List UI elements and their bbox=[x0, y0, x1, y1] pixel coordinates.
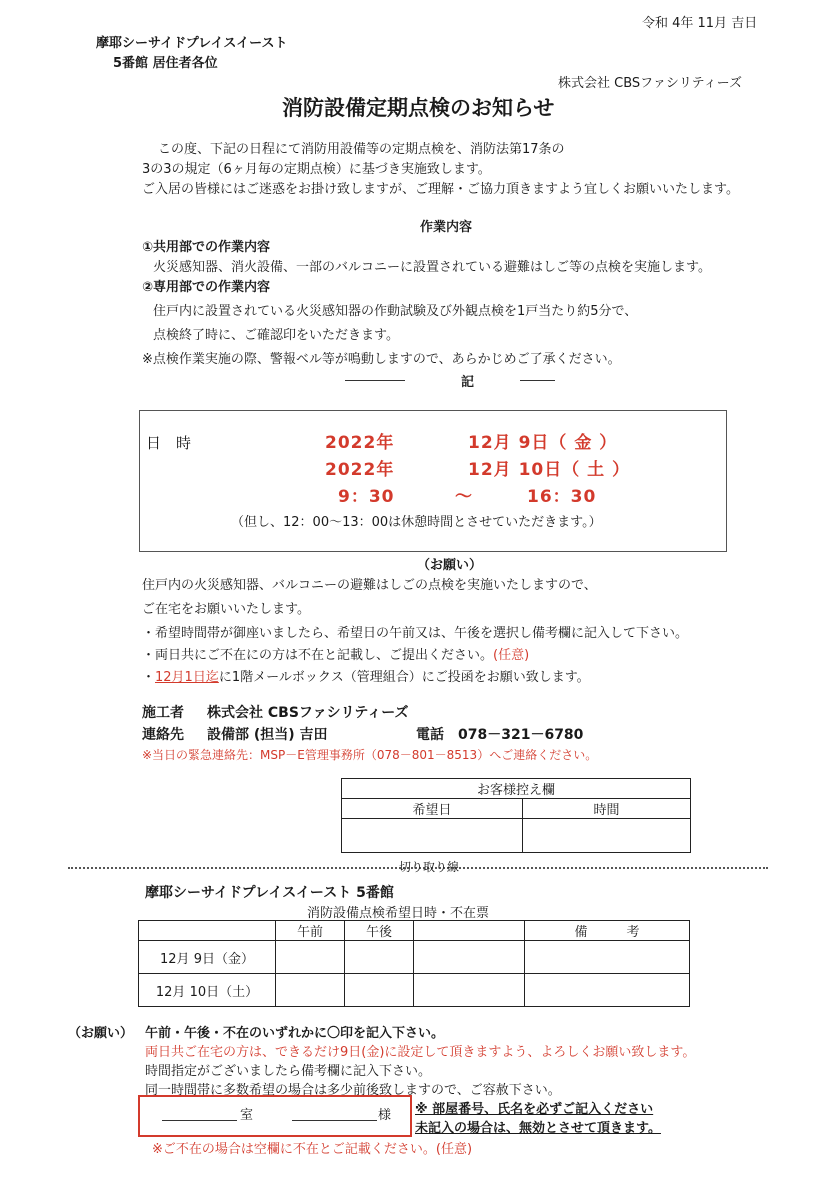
customer-copy-date-cell[interactable] bbox=[342, 819, 523, 853]
recipient-line2: 5番館 居住者各位 bbox=[113, 56, 218, 71]
intro-line2: 3の3の規定（6ヶ月毎の定期点検）に基づき実施致します。 bbox=[142, 162, 491, 177]
form-building: 摩耶シーサイドプレイスイースト 5番館 bbox=[145, 885, 394, 901]
schedule-time-end: 16：30 bbox=[527, 487, 597, 507]
schedule-break-note: （但し、12：00～13：00は休憩時間とさせていただきます。） bbox=[231, 515, 602, 530]
contact-dept: 設備部 (担当) 吉田 bbox=[207, 727, 328, 743]
name-line bbox=[292, 1120, 377, 1121]
ki-line-right bbox=[520, 380, 555, 381]
schedule-date1: 12月 9日（ 金 ） bbox=[468, 433, 618, 453]
customer-copy-col-time: 時間 bbox=[523, 799, 691, 819]
room-label: 室 bbox=[240, 1108, 254, 1123]
customer-copy-table bbox=[341, 778, 691, 853]
footer-line4: 同一時間帯に多数希望の場合は多少前後致しますので、ご容赦下さい。 bbox=[145, 1083, 561, 1098]
page-title: 消防設備定期点検のお知らせ bbox=[282, 96, 555, 120]
footer-note1: ※ 部屋番号、氏名を必ずご記入ください bbox=[415, 1102, 654, 1117]
schedule-year2: 2022年 bbox=[325, 460, 395, 480]
form-subtitle: 消防設備点検希望日時・不在票 bbox=[307, 906, 490, 921]
form-col-am: 午前 bbox=[276, 921, 345, 941]
private-area-text1: 住戸内に設置されている火災感知器の作動試験及び外観点検を1戸当たり約5分で、 bbox=[153, 304, 638, 319]
work-note: ※点検作業実施の際、警報ベル等が鳴動しますので、あらかじめご了承ください。 bbox=[142, 352, 621, 367]
private-area-text2: 点検終了時に、ご確認印をいただきます。 bbox=[153, 328, 399, 343]
contact-label: 連絡先 bbox=[142, 727, 184, 743]
notice-date: 令和 4年 11月 吉日 bbox=[642, 16, 758, 31]
emergency-contact: ※当日の緊急連絡先：MSP－E管理事務所（078－801－8513）へご連絡ください。 bbox=[142, 748, 598, 762]
customer-copy-title: お客様控え欄 bbox=[342, 779, 691, 799]
form-col-pm: 午後 bbox=[345, 921, 414, 941]
request-bullet2-text: ・両日共にご不在にの方は不在と記載し、ご提出ください。 bbox=[142, 648, 494, 663]
common-area-text: 火災感知器、消火設備、一部のバルコニーに設置されている避難はしご等の点検を実施します。 bbox=[153, 260, 711, 275]
intro-line3: ご入居の皆様にはご迷惑をお掛け致しますが、ご理解・ご協力頂きますよう宜しくお願いいたします。 bbox=[142, 182, 739, 197]
form-row2-pm[interactable] bbox=[345, 974, 414, 1007]
request-line1: 住戸内の火災感知器、バルコニーの避難はしごの点検を実施いたしますので、 bbox=[142, 578, 597, 593]
phone-number: 078－321－6780 bbox=[458, 727, 584, 743]
schedule-time-start: 9：30 bbox=[338, 487, 395, 507]
phone-label: 電話 bbox=[416, 727, 444, 743]
contractor-label: 施工者 bbox=[142, 705, 184, 721]
form-header-blank bbox=[139, 921, 276, 941]
form-row1-notes[interactable] bbox=[525, 941, 690, 974]
request-line2: ご在宅をお願いいたします。 bbox=[142, 602, 310, 617]
schedule-year1: 2022年 bbox=[325, 433, 395, 453]
request-bullet3-prefix: ・ bbox=[142, 670, 156, 685]
request-form-table bbox=[138, 920, 690, 1007]
footer-label: （お願い） bbox=[68, 1026, 134, 1041]
schedule-date2: 12月 10日（ 土 ） bbox=[468, 460, 631, 480]
recipient-line1: 摩耶シーサイドプレイスイースト bbox=[96, 36, 288, 51]
form-row2-am[interactable] bbox=[276, 974, 345, 1007]
request-bullet2-optional: (任意) bbox=[493, 648, 530, 663]
schedule-box bbox=[139, 410, 727, 552]
form-row1-am[interactable] bbox=[276, 941, 345, 974]
room-line bbox=[162, 1120, 237, 1121]
request-bullet3-deadline: 12月1日迄 bbox=[155, 670, 219, 685]
footer-line2: 両日共ご在宅の方は、できるだけ9日(金)に設定して頂きますよう、よろしくお願い致します。 bbox=[145, 1045, 696, 1060]
form-col-notes: 備 考 bbox=[525, 921, 690, 941]
company-name: 株式会社 CBSファシリティーズ bbox=[558, 76, 742, 91]
form-row1-pm[interactable] bbox=[345, 941, 414, 974]
ki-line-left bbox=[345, 380, 405, 381]
request-heading: （お願い） bbox=[417, 558, 483, 573]
request-bullet3-text: に1階メールボックス（管理組合）にご投函をお願い致します。 bbox=[218, 670, 590, 685]
request-bullet2 bbox=[142, 644, 529, 663]
form-row1-label: 12月 9日（金） bbox=[139, 941, 276, 974]
request-bullet3 bbox=[142, 666, 590, 685]
form-header-blank2 bbox=[414, 921, 525, 941]
footer-absent-note: ※ご不在の場合は空欄に不在とご記載ください。(任意) bbox=[152, 1142, 473, 1157]
footer-line3: 時間指定がございましたら備考欄に記入下さい。 bbox=[145, 1064, 432, 1079]
form-row2-label: 12月 10日（土） bbox=[139, 974, 276, 1007]
form-row1-absent[interactable] bbox=[414, 941, 525, 974]
name-entry-box[interactable] bbox=[138, 1095, 412, 1137]
common-area-heading: ①共用部での作業内容 bbox=[142, 240, 271, 255]
private-area-heading: ②専用部での作業内容 bbox=[142, 280, 271, 295]
work-heading: 作業内容 bbox=[420, 220, 473, 235]
form-row2-notes[interactable] bbox=[525, 974, 690, 1007]
cut-line-label: 切り取り線 bbox=[399, 860, 460, 874]
form-row2-absent[interactable] bbox=[414, 974, 525, 1007]
intro-line1: この度、下記の日程にて消防用設備等の定期点検を、消防法第17条の bbox=[158, 142, 565, 157]
contractor-name: 株式会社 CBSファシリティーズ bbox=[207, 705, 409, 721]
footer-line1: 午前・午後・不在のいずれかに〇印を記入下さい。 bbox=[145, 1026, 445, 1041]
footer-note2: 未記入の場合は、無効とさせて頂きます。 bbox=[415, 1121, 661, 1136]
schedule-label: 日 時 bbox=[146, 434, 192, 452]
name-label: 様 bbox=[378, 1108, 392, 1123]
ki-label: 記 bbox=[461, 375, 475, 390]
request-bullet1: ・希望時間帯が御座いましたら、希望日の午前又は、午後を選択し備考欄に記入して下さい。 bbox=[142, 626, 689, 641]
schedule-time-tilde: ～ bbox=[455, 487, 473, 507]
customer-copy-col-date: 希望日 bbox=[342, 799, 523, 819]
customer-copy-time-cell[interactable] bbox=[523, 819, 691, 853]
